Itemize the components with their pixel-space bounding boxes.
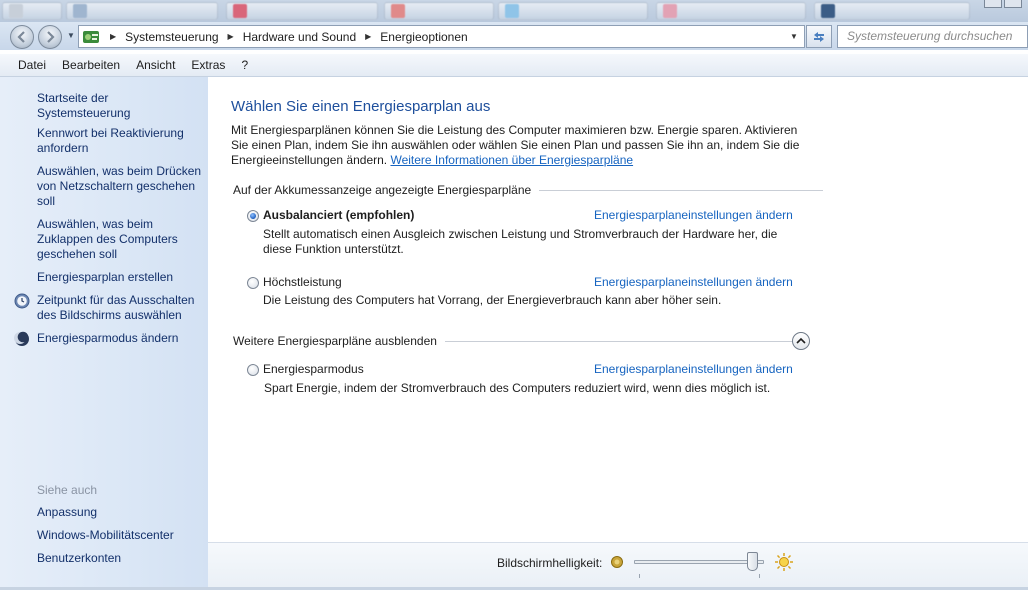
more-info-link[interactable]: Weitere Informationen über Energiesparpläne <box>390 153 634 167</box>
background-task <box>66 2 218 20</box>
background-task <box>226 2 378 20</box>
intro-text <box>231 123 811 168</box>
forward-arrow-icon <box>44 31 56 43</box>
brightness-label: Bildschirmhelligkeit: <box>497 556 603 570</box>
sidebar-task-password[interactable]: Kennwort bei Reaktivierung anfordern <box>37 126 184 155</box>
plan-name-balanced[interactable]: Ausbalanciert (empfohlen) <box>263 208 415 222</box>
minimize-button[interactable] <box>984 0 1002 8</box>
breadcrumb-separator[interactable]: ▶ <box>365 32 372 41</box>
menu-bearbeiten[interactable]: Bearbeiten <box>62 58 121 72</box>
menu-extras[interactable]: Extras <box>191 58 226 72</box>
back-button[interactable] <box>10 25 34 49</box>
sidebar-task-display-off[interactable]: Zeitpunkt für das Ausschalten des Bildschirms auswählen <box>37 293 195 322</box>
change-plan-link-balanced[interactable]: Energiesparplaneinstellungen ändern <box>594 208 793 222</box>
slider-tick <box>639 574 640 578</box>
plan-description-power-saver: Spart Energie, indem der Stromverbrauch des Computers reduziert wird, wenn dies möglich ist. <box>264 381 771 395</box>
see-also-heading: Siehe auch <box>37 483 98 497</box>
sidebar-task-lid[interactable]: Auswählen, was beim Zuklappen des Computers geschehen soll <box>37 217 178 261</box>
chevron-up-icon <box>796 337 806 345</box>
background-task <box>814 2 970 20</box>
plan-name-high-performance[interactable]: Höchstleistung <box>263 275 342 289</box>
see-also-user-accounts[interactable]: Benutzerkonten <box>37 551 122 565</box>
dim-sun-icon <box>610 555 624 569</box>
breadcrumb-systemsteuerung[interactable]: Systemsteuerung <box>125 29 219 44</box>
maximize-button[interactable] <box>1004 0 1022 8</box>
address-toolbar <box>0 22 1028 50</box>
brightness-slider-thumb[interactable] <box>747 552 758 571</box>
brightness-slider-track[interactable] <box>634 560 764 564</box>
plan-radio-power-saver[interactable] <box>247 364 259 376</box>
sidebar-task-power-buttons[interactable]: Auswählen, was beim Drücken von Netzschaltern geschehen soll <box>37 164 202 208</box>
sidebar-home-link[interactable]: Startseite der Systemsteuerung <box>37 91 131 120</box>
see-also-mobility-center[interactable]: Windows-Mobilitätscenter <box>37 528 174 542</box>
plan-name-power-saver[interactable]: Energiesparmodus <box>263 362 364 376</box>
background-taskbar <box>0 0 1028 22</box>
menu-help[interactable]: ? <box>241 58 249 72</box>
divider <box>445 341 795 342</box>
plan-description-high-performance: Die Leistung des Computers hat Vorrang, der Energieverbrauch kann aber höher sein. <box>263 293 722 307</box>
plan-radio-balanced[interactable] <box>247 210 259 222</box>
breadcrumb-separator[interactable]: ▶ <box>227 32 234 41</box>
bright-sun-icon <box>774 552 794 572</box>
intro-body: Mit Energiesparplänen können Sie die Leistung des Computer maximieren bzw. Energie sparen. Aktivieren Sie einen Plan, indem Sie ihn auswählen oder wählen Sie einen Plan und passen Sie ihn an, indem Sie die Energieeinstellungen ändern. <box>231 123 800 167</box>
refresh-icon <box>811 30 827 44</box>
refresh-button[interactable] <box>806 25 832 48</box>
address-history-dropdown[interactable]: ▼ <box>790 32 798 41</box>
task-pane <box>0 77 208 590</box>
group-header-label: Auf der Akkumessanzeige angezeigte Energiesparpläne <box>233 183 532 197</box>
back-arrow-icon <box>16 31 28 43</box>
plan-radio-high-performance[interactable] <box>247 277 259 289</box>
background-task <box>656 2 806 20</box>
see-also-anpassung[interactable]: Anpassung <box>37 505 98 519</box>
brightness-bar <box>208 542 1028 590</box>
group-header-label[interactable]: Weitere Energiesparpläne ausblenden <box>233 334 437 348</box>
background-task <box>498 2 648 20</box>
control-panel-icon <box>82 28 100 46</box>
breadcrumb-separator: ▶ <box>110 32 117 41</box>
plan-description-balanced: Stellt automatisch einen Ausgleich zwischen Leistung und Stromverbrauch der Hardware her, die diese Funktion unterstützt. <box>263 227 778 256</box>
group-header-battery-plans <box>233 183 823 197</box>
collapse-button[interactable] <box>792 332 810 350</box>
page-title: Wählen Sie einen Energiesparplan aus <box>231 98 491 115</box>
search-input[interactable]: Systemsteuerung durchsuchen <box>837 25 1028 48</box>
slider-tick <box>759 574 760 578</box>
monitor-clock-icon <box>14 293 30 309</box>
recent-pages-dropdown[interactable]: ▼ <box>67 31 75 40</box>
menu-ansicht[interactable]: Ansicht <box>136 58 176 72</box>
breadcrumb-energieoptionen[interactable]: Energieoptionen <box>380 29 468 44</box>
forward-button[interactable] <box>38 25 62 49</box>
background-task <box>384 2 494 20</box>
menu-datei[interactable]: Datei <box>18 58 47 72</box>
change-plan-link-power-saver[interactable]: Energiesparplaneinstellungen ändern <box>594 362 793 376</box>
menu-bar <box>0 54 1028 77</box>
address-field[interactable] <box>78 25 805 48</box>
group-header-more-plans[interactable] <box>233 334 795 348</box>
background-task <box>2 2 62 20</box>
divider <box>539 190 823 191</box>
change-plan-link-high-performance[interactable]: Energiesparplaneinstellungen ändern <box>594 275 793 289</box>
breadcrumb-hardware-sound[interactable]: Hardware und Sound <box>242 29 357 44</box>
moon-icon <box>14 331 30 347</box>
sidebar-task-create-plan[interactable]: Energiesparplan erstellen <box>37 270 174 284</box>
sidebar-task-sleep[interactable]: Energiesparmodus ändern <box>37 331 179 345</box>
main-content <box>208 77 1028 542</box>
